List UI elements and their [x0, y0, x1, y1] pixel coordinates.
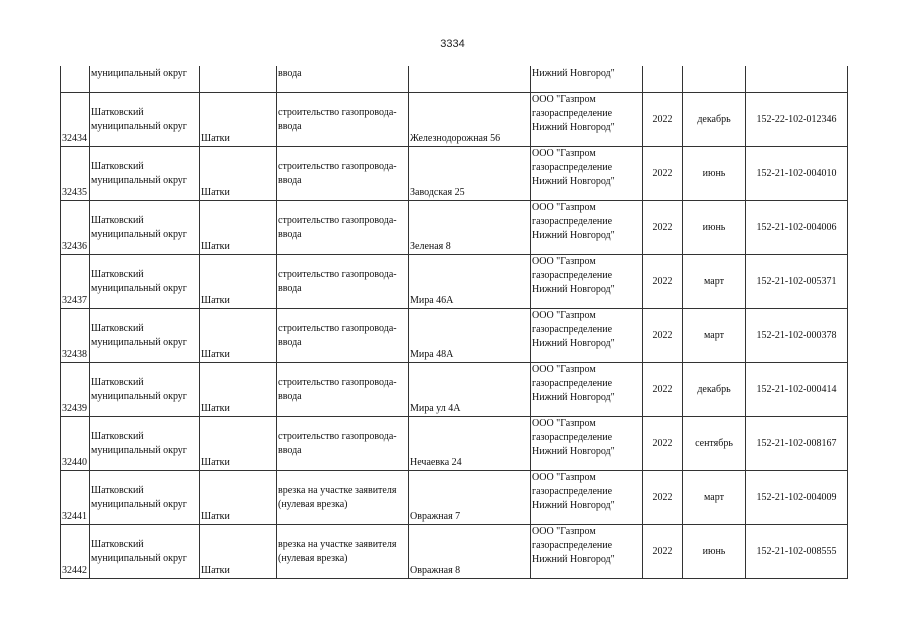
work-type-line: врезка на участке заявителя: [278, 484, 397, 496]
work-type-line: строительство газопровода-: [278, 160, 397, 172]
organization-line: Нижний Новгород": [532, 176, 615, 187]
row-number-cell: 32440: [61, 417, 90, 471]
organization-line: ООО "Газпром: [532, 148, 596, 159]
work-type-line: врезка на участке заявителя: [278, 538, 397, 550]
district-line: Шатковский: [91, 376, 144, 388]
organization-line: Нижний Новгород": [532, 446, 615, 457]
code-cell: 152-21-102-004010: [746, 147, 848, 201]
district-line: муниципальный округ: [91, 552, 187, 564]
table-row: [61, 255, 848, 309]
work-type-cell: [277, 147, 409, 201]
district-line: Шатковский: [91, 322, 144, 334]
table-row: [61, 147, 848, 201]
table-row: [61, 309, 848, 363]
month-cell: июнь: [683, 525, 746, 579]
code-cell: 152-21-102-000414: [746, 363, 848, 417]
address-cell: Заводская 25: [409, 147, 531, 201]
organization-cell: [531, 471, 643, 525]
row-number-cell: 32435: [61, 147, 90, 201]
work-type-line: ввода: [278, 444, 302, 456]
organization-cell: [531, 309, 643, 363]
district-cell: [90, 93, 200, 147]
row-number-cell: 32442: [61, 525, 90, 579]
district-cell: [90, 201, 200, 255]
district-line: муниципальный округ: [91, 228, 187, 240]
work-type-line: строительство газопровода-: [278, 106, 397, 118]
code-cell: [746, 66, 848, 93]
month-cell: декабрь: [683, 363, 746, 417]
work-type-line: строительство газопровода-: [278, 430, 397, 442]
district-cell: [90, 147, 200, 201]
district-line: муниципальный округ: [91, 444, 187, 456]
year-cell: 2022: [643, 147, 683, 201]
address-cell: Нечаевка 24: [409, 417, 531, 471]
work-type-line: (нулевая врезка): [278, 498, 348, 510]
table-row: [61, 93, 848, 147]
organization-line: газораспределение: [532, 378, 613, 389]
work-type-line: строительство газопровода-: [278, 322, 397, 334]
year-cell: 2022: [643, 363, 683, 417]
row-number-cell: 32441: [61, 471, 90, 525]
work-type-cell: [277, 93, 409, 147]
table-row: [61, 66, 848, 93]
organization-line: газораспределение: [532, 324, 613, 335]
town-cell: [200, 66, 277, 93]
district-line: Шатковский: [91, 214, 144, 226]
work-type-cell: [277, 201, 409, 255]
organization-line: газораспределение: [532, 162, 613, 173]
work-type-line: ввода: [278, 120, 302, 132]
month-cell: сентябрь: [683, 417, 746, 471]
organization-line: газораспределение: [532, 270, 613, 281]
month-cell: июнь: [683, 147, 746, 201]
work-type-cell: [277, 255, 409, 309]
year-cell: 2022: [643, 93, 683, 147]
table-row: [61, 525, 848, 579]
district-cell: [90, 525, 200, 579]
organization-line: газораспределение: [532, 108, 613, 119]
town-cell: Шатки: [200, 201, 277, 255]
organization-line: Нижний Новгород": [532, 338, 615, 349]
town-cell: Шатки: [200, 147, 277, 201]
work-type-line: ввода: [278, 174, 302, 186]
organization-line: газораспределение: [532, 540, 613, 551]
address-cell: Мира 46А: [409, 255, 531, 309]
work-type-line: строительство газопровода-: [278, 214, 397, 226]
row-number-cell: 32439: [61, 363, 90, 417]
town-cell: Шатки: [200, 525, 277, 579]
district-line: муниципальный округ: [91, 336, 187, 348]
organization-cell: [531, 363, 643, 417]
organization-line: ООО "Газпром: [532, 310, 596, 321]
work-type-cell: [277, 525, 409, 579]
work-type-line: (нулевая врезка): [278, 552, 348, 564]
work-type-line: ввода: [278, 390, 302, 402]
town-cell: Шатки: [200, 255, 277, 309]
organization-line: ООО "Газпром: [532, 94, 596, 105]
district-cell: [90, 309, 200, 363]
district-line: Шатковский: [91, 160, 144, 172]
year-cell: 2022: [643, 201, 683, 255]
town-cell: Шатки: [200, 309, 277, 363]
address-cell: [409, 66, 531, 93]
work-type-cell: [277, 309, 409, 363]
work-type-line: строительство газопровода-: [278, 376, 397, 388]
organization-cell: [531, 417, 643, 471]
work-type-line: строительство газопровода-: [278, 268, 397, 280]
organization-line: газораспределение: [532, 486, 613, 497]
district-line: Шатковский: [91, 268, 144, 280]
town-cell: Шатки: [200, 363, 277, 417]
code-cell: 152-21-102-004009: [746, 471, 848, 525]
month-cell: июнь: [683, 201, 746, 255]
town-cell: Шатки: [200, 93, 277, 147]
work-type-line: ввода: [278, 282, 302, 294]
year-cell: 2022: [643, 255, 683, 309]
address-cell: Овражная 8: [409, 525, 531, 579]
organization-line: газораспределение: [532, 216, 613, 227]
organization-line: ООО "Газпром: [532, 256, 596, 267]
code-cell: 152-21-102-005371: [746, 255, 848, 309]
district-cell: [90, 255, 200, 309]
district-line: Шатковский: [91, 430, 144, 442]
row-number-cell: 32438: [61, 309, 90, 363]
row-number-cell: 32437: [61, 255, 90, 309]
address-cell: Мира ул 4А: [409, 363, 531, 417]
organization-cell: [531, 201, 643, 255]
address-cell: Зеленая 8: [409, 201, 531, 255]
district-line: Шатковский: [91, 106, 144, 118]
district-line: муниципальный округ: [91, 174, 187, 186]
registry-table: [60, 66, 848, 579]
table-row: [61, 363, 848, 417]
district-line: муниципальный округ: [91, 120, 187, 132]
organization-cell: [531, 147, 643, 201]
address-cell: Мира 48А: [409, 309, 531, 363]
district-cell: [90, 417, 200, 471]
organization-line: ООО "Газпром: [532, 364, 596, 375]
table-row: [61, 201, 848, 255]
year-cell: 2022: [643, 471, 683, 525]
code-cell: 152-21-102-004006: [746, 201, 848, 255]
code-cell: 152-21-102-008555: [746, 525, 848, 579]
month-cell: [683, 66, 746, 93]
district-line: муниципальный округ: [91, 498, 187, 510]
row-number-cell: [61, 66, 90, 93]
month-cell: декабрь: [683, 93, 746, 147]
month-cell: март: [683, 309, 746, 363]
organization-line: ООО "Газпром: [532, 418, 596, 429]
address-cell: Овражная 7: [409, 471, 531, 525]
organization-line: Нижний Новгород": [532, 392, 615, 403]
code-cell: 152-21-102-008167: [746, 417, 848, 471]
table-row: [61, 417, 848, 471]
organization-line: Нижний Новгород": [532, 284, 615, 295]
year-cell: [643, 66, 683, 93]
work-type-cell: [277, 417, 409, 471]
code-cell: 152-21-102-000378: [746, 309, 848, 363]
district-cell: муниципальный округ: [90, 66, 200, 93]
year-cell: 2022: [643, 525, 683, 579]
town-cell: Шатки: [200, 417, 277, 471]
year-cell: 2022: [643, 417, 683, 471]
district-line: Шатковский: [91, 484, 144, 496]
month-cell: март: [683, 471, 746, 525]
town-cell: Шатки: [200, 471, 277, 525]
organization-cell: [531, 525, 643, 579]
page-number: 3334: [440, 38, 465, 50]
work-type-cell: [277, 363, 409, 417]
district-cell: [90, 471, 200, 525]
district-line: Шатковский: [91, 538, 144, 550]
organization-cell: Нижний Новгород": [531, 66, 643, 93]
organization-line: Нижний Новгород": [532, 500, 615, 511]
organization-cell: [531, 255, 643, 309]
organization-line: ООО "Газпром: [532, 472, 596, 483]
organization-line: газораспределение: [532, 432, 613, 443]
work-type-cell: [277, 471, 409, 525]
organization-line: ООО "Газпром: [532, 202, 596, 213]
table-row: [61, 471, 848, 525]
organization-line: ООО "Газпром: [532, 526, 596, 537]
organization-line: Нижний Новгород": [532, 122, 615, 133]
district-line: муниципальный округ: [91, 390, 187, 402]
row-number-cell: 32436: [61, 201, 90, 255]
work-type-cell: ввода: [277, 66, 409, 93]
organization-cell: [531, 93, 643, 147]
work-type-line: ввода: [278, 228, 302, 240]
month-cell: март: [683, 255, 746, 309]
organization-line: Нижний Новгород": [532, 230, 615, 241]
organization-line: Нижний Новгород": [532, 554, 615, 565]
district-cell: [90, 363, 200, 417]
code-cell: 152-22-102-012346: [746, 93, 848, 147]
year-cell: 2022: [643, 309, 683, 363]
address-cell: Железнодорожная 56: [409, 93, 531, 147]
row-number-cell: 32434: [61, 93, 90, 147]
work-type-line: ввода: [278, 336, 302, 348]
district-line: муниципальный округ: [91, 282, 187, 294]
